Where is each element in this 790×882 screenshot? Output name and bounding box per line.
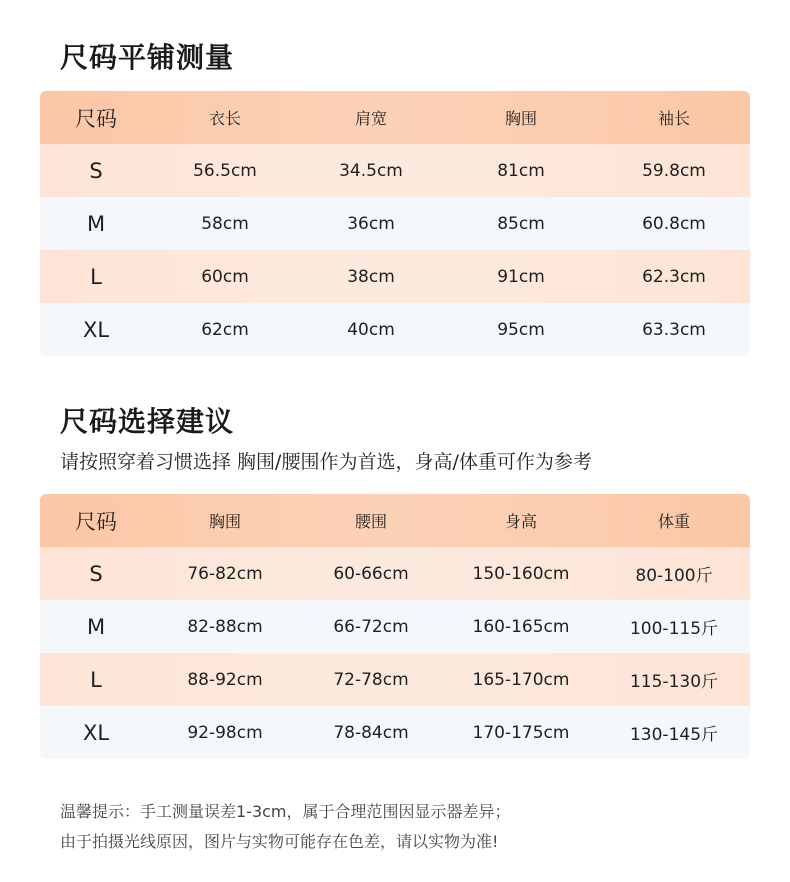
table-cell: 165-170cm	[472, 669, 570, 690]
table-cell: 62cm	[201, 319, 249, 340]
table-row	[40, 600, 750, 653]
table-row	[40, 197, 750, 250]
size-cell: S	[89, 158, 103, 183]
header-cell: 尺码	[75, 509, 117, 534]
table-cell: 80-100斤	[635, 566, 713, 586]
table-cell: 36cm	[347, 213, 395, 234]
header-cell: 袖长	[657, 109, 690, 128]
size-cell: L	[90, 667, 102, 692]
table-cell: 170-175cm	[472, 722, 570, 743]
table-cell: 150-160cm	[472, 563, 570, 584]
warm-tip-note	[60, 797, 511, 857]
table-row	[40, 706, 750, 759]
table-cell: 62.3cm	[642, 266, 706, 287]
table-row	[40, 653, 750, 706]
table-cell: 95cm	[497, 319, 545, 340]
table-cell: 88-92cm	[187, 669, 263, 690]
table-cell: 59.8cm	[642, 160, 706, 181]
note-line: 由于拍摄光线原因，图片与实物可能存在色差，请以实物为准!	[60, 832, 499, 851]
table-cell: 63.3cm	[642, 319, 706, 340]
header-cell: 胸围	[504, 109, 537, 128]
size-cell: M	[86, 211, 106, 236]
table-cell: 38cm	[347, 266, 395, 287]
header-cell: 肩宽	[354, 109, 387, 128]
header-cell: 尺码	[75, 106, 117, 131]
note-line: 温馨提示：手工测量误差1-3cm，属于合理范围因显示器差异；	[60, 802, 511, 821]
table-row	[40, 144, 750, 197]
table-cell: 60-66cm	[333, 563, 409, 584]
table-row	[40, 547, 750, 600]
table-cell: 100-115斤	[629, 619, 719, 639]
table-cell: 160-165cm	[472, 616, 570, 637]
table-header-row	[40, 91, 750, 144]
table-cell: 130-145斤	[629, 725, 719, 745]
table-cell: 78-84cm	[333, 722, 409, 743]
table-row	[40, 303, 750, 356]
table-cell: 115-130斤	[629, 672, 719, 692]
table-cell: 81cm	[497, 160, 545, 181]
table-row	[40, 250, 750, 303]
header-cell: 体重	[657, 512, 690, 531]
size-cell: XL	[82, 720, 110, 745]
table-cell: 34.5cm	[339, 160, 403, 181]
table-cell: 60cm	[201, 266, 249, 287]
header-cell: 身高	[504, 512, 537, 531]
table-cell: 40cm	[347, 319, 395, 340]
table-cell: 56.5cm	[193, 160, 257, 181]
size-cell: L	[90, 264, 102, 289]
table-cell: 82-88cm	[187, 616, 263, 637]
table-cell: 72-78cm	[333, 669, 409, 690]
header-cell: 腰围	[354, 512, 387, 531]
measurement-section-title: 尺码平铺测量	[60, 41, 235, 74]
size-advice-table	[40, 494, 750, 759]
table-cell: 91cm	[497, 266, 545, 287]
table-cell: 92-98cm	[187, 722, 263, 743]
table-cell: 66-72cm	[333, 616, 409, 637]
table-cell: 85cm	[497, 213, 545, 234]
size-cell: S	[89, 561, 103, 586]
size-advice-section-title: 尺码选择建议	[60, 405, 235, 438]
size-cell: XL	[82, 317, 110, 342]
table-header-row	[40, 494, 750, 547]
header-cell: 衣长	[208, 109, 241, 128]
table-cell: 58cm	[201, 213, 249, 234]
table-cell: 60.8cm	[642, 213, 706, 234]
header-cell: 胸围	[208, 512, 241, 531]
size-cell: M	[86, 614, 106, 639]
measurement-table	[40, 91, 750, 356]
size-advice-subtitle: 请按照穿着习惯选择 胸围/腰围作为首选，身高/体重可作为参考	[60, 451, 592, 473]
table-cell: 76-82cm	[187, 563, 263, 584]
